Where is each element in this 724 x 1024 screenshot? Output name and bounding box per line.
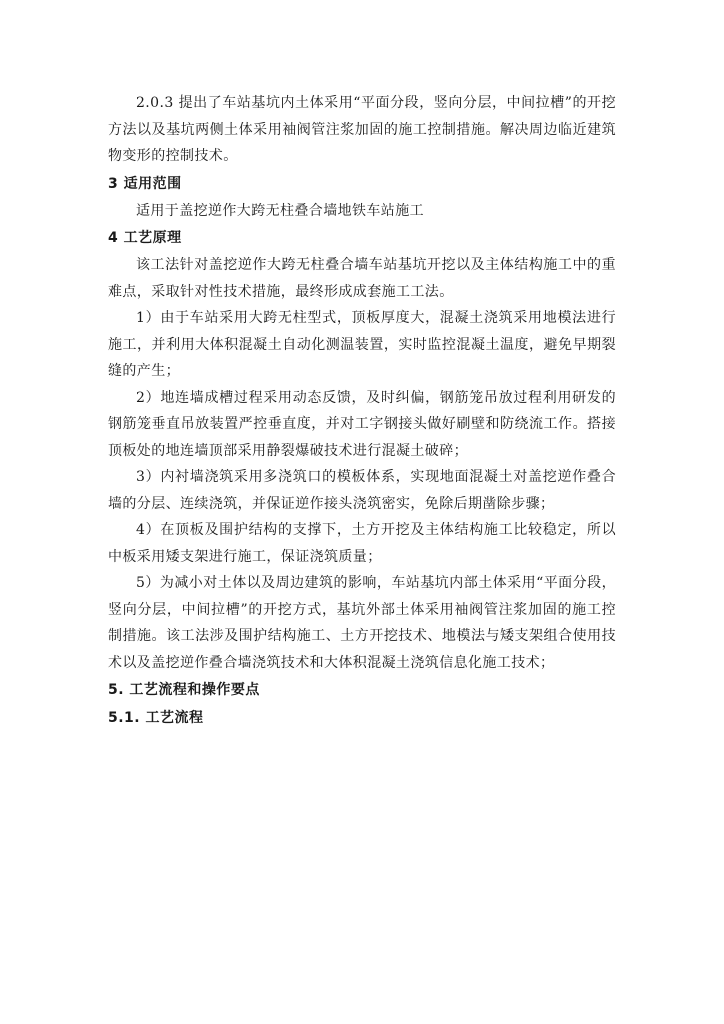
- section-4-item-5: 5）为减小对土体以及周边建筑的影响，车站基坑内部土体采用“平面分段，竖向分层，中间拉槽”的开挖方式，基坑外部土体采用袖阀管注浆加固的施工控制措施。该工法涉及围护结构施工、土方开挖技术、地模法与矮支架组合使用技术以及盖挖逆作叠合墙浇筑技术和大体积混凝土浇筑信息化施工技术；: [108, 575, 616, 671]
- section-4-item-4: 4）在顶板及围护结构的支撑下，土方开挖及主体结构施工比较稳定，所以中板采用矮支架进行施工，保证浇筑质量；: [108, 522, 616, 565]
- section-4-item-1: 1）由于车站采用大跨无柱型式，顶板厚度大，混凝土浇筑采用地模法进行施工，并利用大体积混凝土自动化测温装置，实时监控混凝土温度，避免早期裂缝的产生；: [108, 310, 616, 379]
- section-4-heading: 4 工艺原理: [108, 230, 182, 246]
- section-4-item-3: 3）内衬墙浇筑采用多浇筑口的模板体系，实现地面混凝土对盖挖逆作叠合墙的分层、连续浇筑，并保证逆作接头浇筑密实，免除后期凿除步骤；: [108, 469, 616, 512]
- section-3-body: 适用于盖挖逆作大跨无柱叠合墙地铁车站施工: [136, 202, 424, 219]
- section-5-heading: 5. 工艺流程和操作要点: [108, 682, 260, 698]
- document-body: [108, 90, 616, 732]
- intro-paragraph: 2.0.3 提出了车站基坑内土体采用“平面分段，竖向分层，中间拉槽”的开挖方法以及基坑两侧土体采用袖阀管注浆加固的施工控制措施。解决周边临近建筑物变形的控制技术。: [108, 95, 616, 164]
- section-4-paragraph: 该工法针对盖挖逆作大跨无柱叠合墙车站基坑开挖以及主体结构施工中的重难点，采取针对性技术措施，最终形成成套施工工法。: [108, 257, 616, 300]
- section-5-1-heading: 5.1. 工艺流程: [108, 710, 204, 726]
- section-3-heading: 3 适用范围: [108, 175, 182, 192]
- section-4-item-2: 2）地连墙成槽过程采用动态反馈，及时纠偏，钢筋笼吊放过程利用研发的钢筋笼垂直吊放装置严控垂直度，并对工字钢接头做好刷壁和防绕流工作。搭接顶板处的地连墙顶部采用静裂爆破技术进行混凝土破碎；: [108, 389, 616, 459]
